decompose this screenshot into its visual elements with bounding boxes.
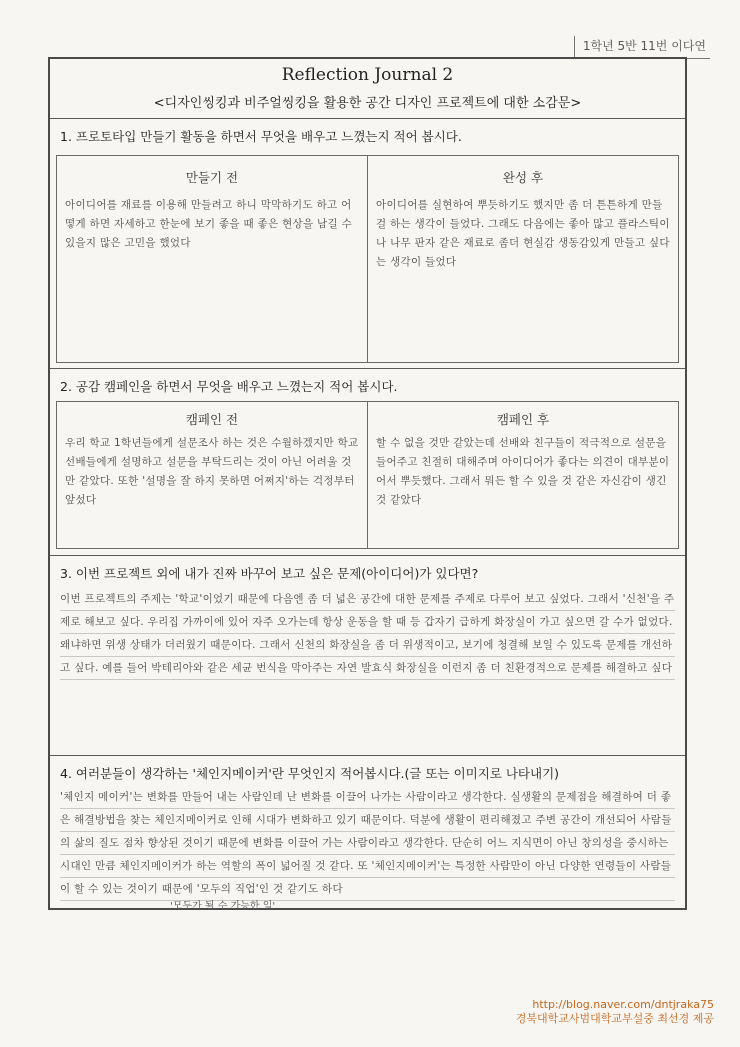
q2-before-column (57, 402, 367, 548)
question-4: 4. 여러분들이 생각하는 '체인지메이커'란 무엇인지 적어봅시다.(글 또는 이미지로 나타내기) (60, 766, 560, 781)
q2-before-answer: 우리 학교 1학년들에게 설문조사 하는 것은 수월하겠지만 학교 선배들에게 설명하고 설문을 부탁드리는 것이 아닌 어려울 것만 같았다. 또한 '설명을 잘 하지 못하면 어쩌지'하는 걱정부터 앞섰다 (65, 437, 359, 506)
journal-sheet (48, 57, 687, 910)
journal-header (50, 59, 685, 119)
question-1-section (50, 119, 685, 369)
question-4-section (50, 756, 685, 912)
q1-after-column (367, 156, 678, 362)
journal-subtitle: <디자인씽킹과 비주얼씽킹을 활용한 공간 디자인 프로젝트에 대한 소감문> (153, 96, 582, 111)
q2-after-column (367, 402, 678, 548)
watermark-url[interactable]: http://blog.naver.com/dntjraka75 (532, 998, 714, 1011)
source-watermark (516, 998, 714, 1026)
q1-after-title: 완성 후 (502, 170, 544, 185)
q1-before-answer: 아이디어를 재료를 이용해 만들려고 하니 막막하기도 하고 어떻게 하면 자세하고 한눈에 보기 좋을 때 좋은 현상을 남길 수 있을지 많은 고민을 했었다 (65, 199, 353, 249)
question-2: 2. 공감 캠페인을 하면서 무엇을 배우고 느꼈는지 적어 봅시다. (60, 379, 398, 394)
q2-answer-table (56, 401, 679, 549)
q4-margin-note: '모두가 될 수 가능한 일' (170, 901, 276, 912)
question-3-section (50, 556, 685, 756)
q3-answer: 이번 프로젝트의 주제는 '학교'이었기 때문에 다음엔 좀 더 넓은 공간에 대한 문제를 주제로 다루어 보고 싶었다. 그래서 '신천'을 주제로 해보고 싶다. 우리집 가까이에 있어 자주 오가는데 항상 운동을 할 때 등 갑자기 급하게 화장실이 가고 싶으면 갈 수가 없었다. 왜냐하면 위생 상태가 더러웠기 때문이다. 그래서 신천의 화장실을 좀 더 위생적이고, 보기에 청결해 보일 수 있도록 문제를 개선하고 싶다. 예를 들어 박테리아와 같은 세균 번식을 막아주는 자연 발효식 화장실을 이런지 좀 더 친환경적으로 문제를 해결하고 싶다 (60, 588, 675, 680)
journal-title: Reflection Journal 2 (281, 65, 454, 85)
watermark-credit: 경북대학교사범대학교부설중 최선경 제공 (515, 1012, 714, 1025)
q2-after-title: 캠페인 후 (496, 412, 550, 427)
question-1: 1. 프로토타입 만들기 활동을 하면서 무엇을 배우고 느꼈는지 적어 봅시다. (60, 129, 462, 144)
q1-answer-table (56, 155, 679, 363)
question-3: 3. 이번 프로젝트 외에 내가 진짜 바꾸어 보고 싶은 문제(아이디어)가 있다면? (60, 566, 479, 581)
q1-after-answer: 아이디어를 실현하여 뿌듯하기도 했지만 좀 더 튼튼하게 만들 걸 하는 생각이 들었다. 그래도 다음에는 좋아 많고 플라스틱이나 나무 판자 같은 재료로 좀더 현실감 생동감있게 만들고 싶다는 생각이 들었다 (376, 199, 670, 268)
question-2-section (50, 369, 685, 556)
q2-before-title: 캠페인 전 (185, 412, 239, 427)
student-info: 1학년 5반 11번 이다연 (574, 36, 710, 59)
q4-answer: '체인지 메이커'는 변화를 만들어 내는 사람인데 난 변화를 이끌어 나가는 사람이라고 생각한다. 실생활의 문제점을 해결하여 더 좋은 해결방법을 찾는 체인지메이커로 인해 시대가 변화하고 있기 때문이다. 덕분에 생활이 편리해졌고 주변 공간이 개선되어 사람들의 삶의 질도 점차 향상된 것이기 때문에 변화를 이끌어 가는 사람이라고 생각한다. 단순히 어느 지식면이 아닌 창의성을 중시하는 시대인 만큼 체인지메이커가 하는 역할의 폭이 넓어질 것 같다. 또 '체인지메이커'는 특정한 사람만이 아닌 다양한 연령들이 사람들이 할 수 있는 것이기 때문에 '모두의 직업'인 것 같기도 하다 (60, 786, 675, 901)
q2-after-answer: 할 수 없을 것만 같았는데 선배와 친구들이 적극적으로 설문을 들어주고 친절히 대해주며 아이디어가 좋다는 의견이 대부분이어서 뿌듯했다. 그래서 뭐든 할 수 있을 것 같은 자신감이 생긴 것 같았다 (376, 437, 670, 506)
q1-before-column (57, 156, 367, 362)
q4-answer-block (60, 786, 675, 912)
q1-before-title: 만들기 전 (185, 170, 239, 185)
